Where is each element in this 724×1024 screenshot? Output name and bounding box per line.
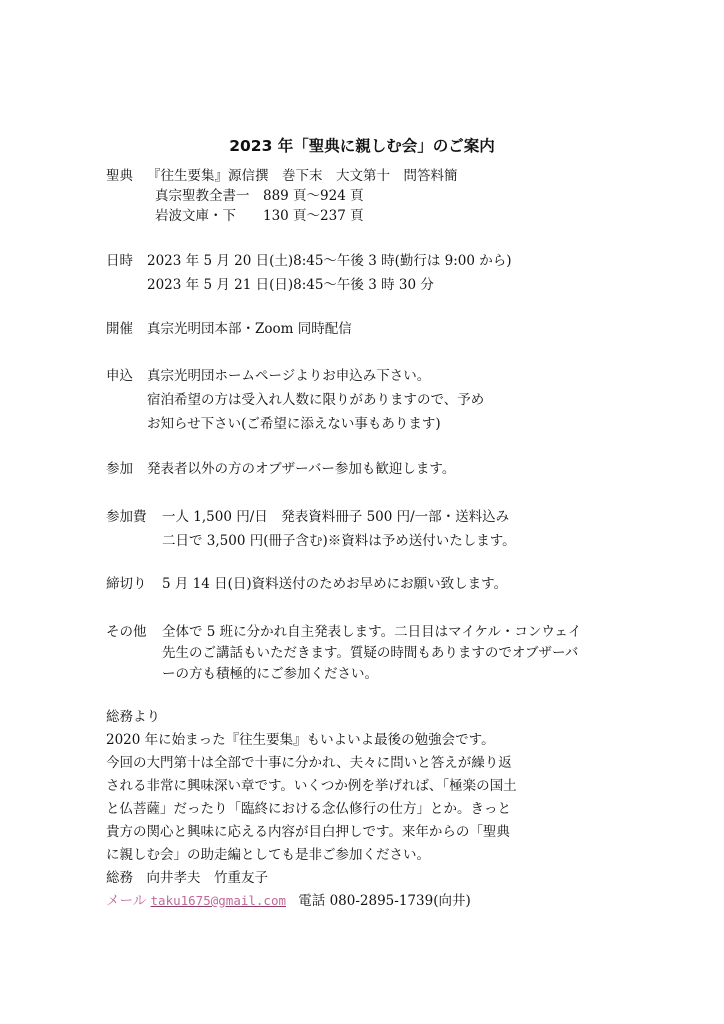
date-label: 日時 xyxy=(106,253,133,269)
email-label: メール xyxy=(106,893,147,909)
text-line: 真宗聖教全書一 889 頁〜924 頁 xyxy=(155,188,364,204)
deadline-line: 5 月 14 日(日)資料送付のためお早めにお願い致します。 xyxy=(162,576,508,592)
phone-text: 電話 080-2895-1739(向井) xyxy=(298,893,471,909)
apply-line: 真宗光明団ホームページよりお申込み下さい。 xyxy=(147,368,431,384)
text-line: 『往生要集』源信撰 巻下末 大文第十 問答料簡 xyxy=(147,168,458,184)
deadline-label: 締切り xyxy=(106,576,147,592)
participation-line: 発表者以外の方のオブザーバー参加も歓迎します。 xyxy=(147,461,456,477)
date-line: 2023 年 5 月 20 日(土)8:45〜午後 3 時(勤行は 9:00 から) xyxy=(147,253,512,269)
participation-label: 参加 xyxy=(106,461,133,477)
other-line: 全体で 5 班に分かれ自主発表します。二日目はマイケル・コンウェイ xyxy=(162,624,582,640)
other-line: ーの方も積極的にご参加ください。 xyxy=(162,666,378,682)
message-line: 貴方の関心と興味に応える内容が目白押しです。来年からの「聖典 xyxy=(106,824,510,840)
other-label: その他 xyxy=(106,624,147,640)
message-heading: 総務より xyxy=(106,709,160,725)
fee-label: 参加費 xyxy=(106,509,147,525)
date-line: 2023 年 5 月 21 日(日)8:45〜午後 3 時 30 分 xyxy=(147,277,434,293)
apply-line: 宿泊希望の方は受入れ人数に限りがありますので、予め xyxy=(147,392,485,408)
venue-line: 真宗光明団本部・Zoom 同時配信 xyxy=(147,321,352,337)
staff-line: 総務 向井孝夫 竹重友子 xyxy=(106,870,268,886)
other-line: 先生のご講話もいただきます。質疑の時間もありますのでオブザーバ xyxy=(162,645,579,661)
email-link[interactable]: taku1675@gmail.com xyxy=(150,893,286,908)
apply-label: 申込 xyxy=(106,368,133,384)
fee-line: 一人 1,500 円/日 発表資料冊子 500 円/一部・送料込み xyxy=(162,509,510,525)
text-label: 聖典 xyxy=(106,168,133,184)
apply-line: お知らせ下さい(ご希望に添えない事もあります) xyxy=(147,416,441,432)
message-line: 今回の大門第十は全部で十事に分かれ、夫々に問いと答えが繰り返 xyxy=(106,755,512,771)
message-line: に親しむ会」の助走編としても是非ご参加ください。 xyxy=(106,847,430,863)
contact-line xyxy=(106,893,471,911)
message-line: 2020 年に始まった『往生要集』もいよいよ最後の勉強会です。 xyxy=(106,732,495,748)
message-line: される非常に興味深い章です。いくつか例を挙げれば、「極楽の国土 xyxy=(106,778,517,794)
venue-label: 開催 xyxy=(106,321,133,337)
fee-line: 二日で 3,500 円(冊子含む)※資料は予め送付いたします。 xyxy=(162,533,516,549)
text-line: 岩波文庫・下 130 頁〜237 頁 xyxy=(155,208,364,224)
document-title: 2023 年「聖典に親しむ会」のご案内 xyxy=(229,137,495,155)
message-line: と仏菩薩」だったり「臨終における念仏修行の仕方」とか。きっと xyxy=(106,801,511,817)
